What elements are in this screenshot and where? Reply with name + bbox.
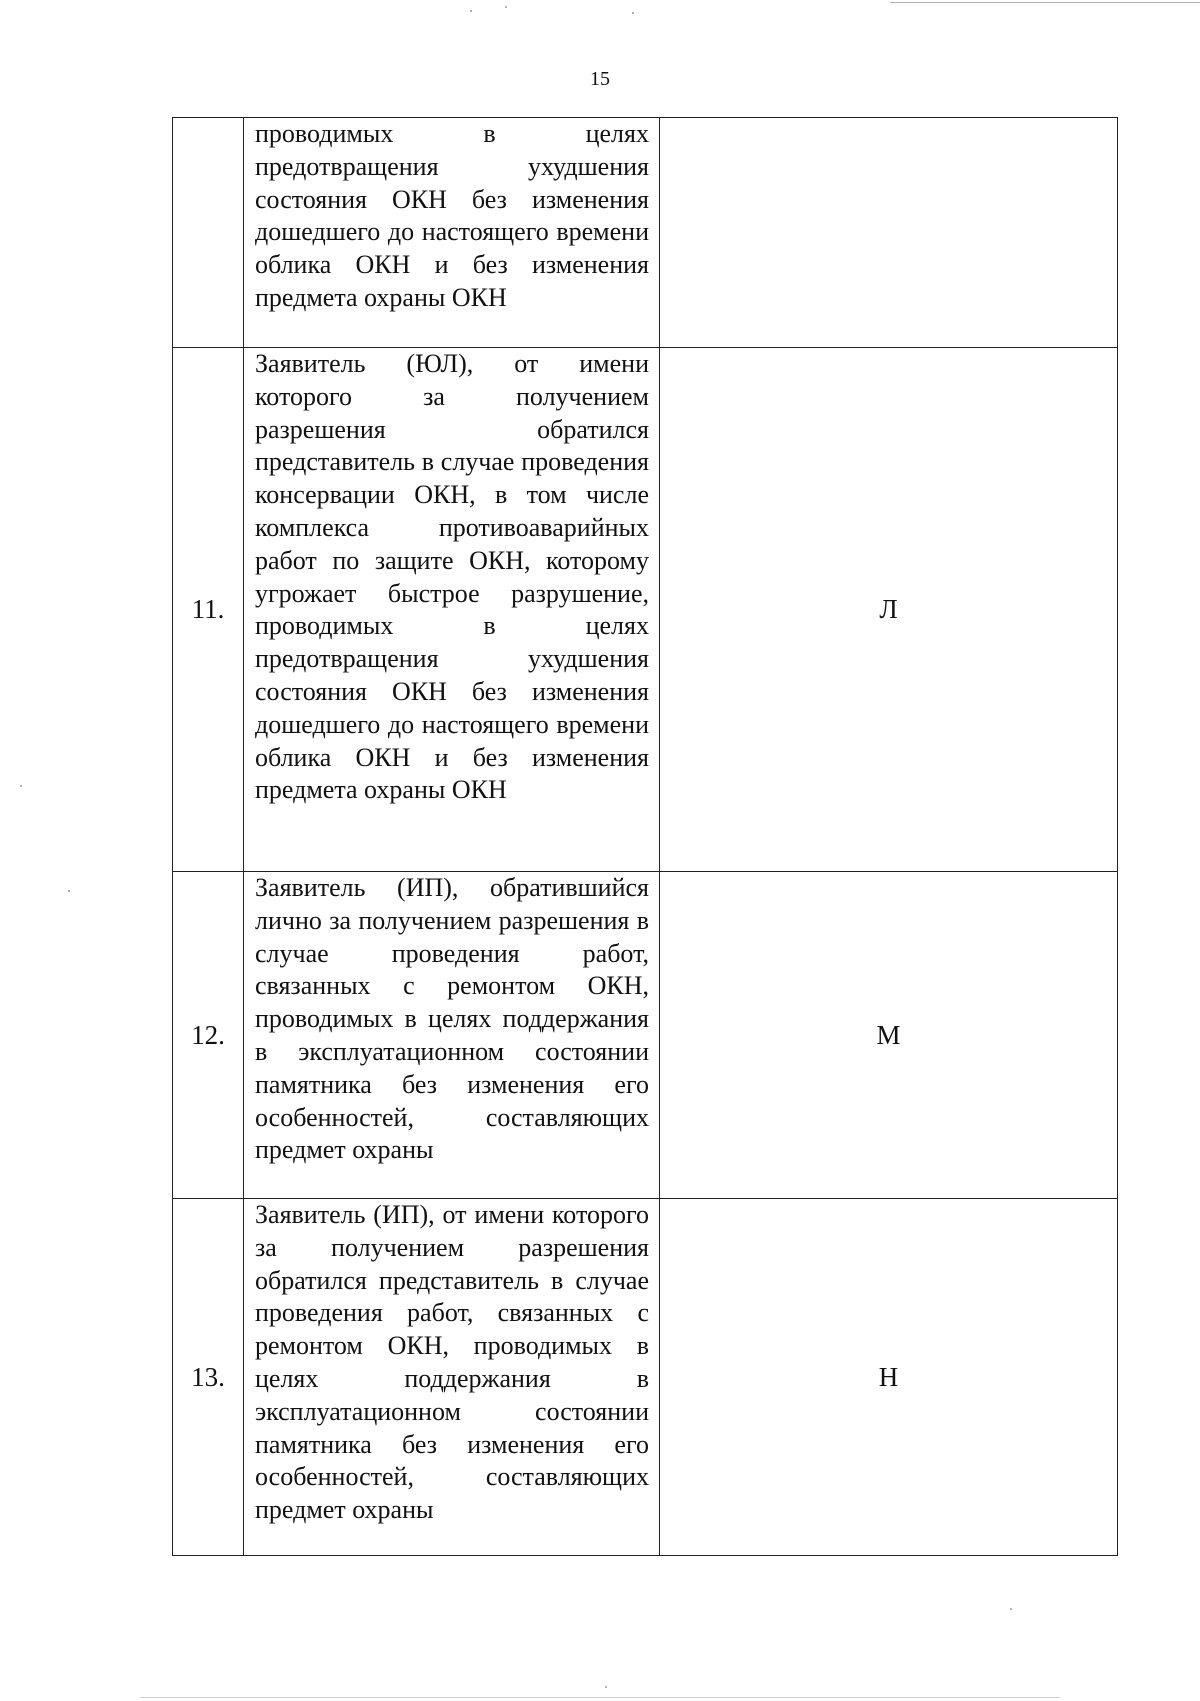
row-description-cell: Заявитель (ИП), от имени которого за получением разрешения обратился представитель в случае проведения работ, связанных с ремонтом ОКН, проводимых в целях поддержания в эксплуатационном состоянии памятника без изменения его особенностей, составляющих предмет охраны bbox=[244, 1199, 660, 1556]
table-row bbox=[173, 348, 1118, 872]
scan-artifact bbox=[20, 785, 22, 787]
scan-artifact bbox=[505, 6, 507, 8]
row-number-cell: 12. bbox=[173, 872, 244, 1199]
row-code-cell: Н bbox=[660, 1199, 1118, 1556]
scan-artifact bbox=[470, 10, 472, 12]
table-row bbox=[173, 872, 1118, 1199]
row-code-cell: Л bbox=[660, 348, 1118, 872]
scan-artifact bbox=[605, 1686, 607, 1688]
scan-artifact bbox=[1010, 1608, 1012, 1610]
page-number: 15 bbox=[590, 68, 610, 90]
row-description-cell: проводимых в целях предотвращения ухудшения состояния ОКН без изменения дошедшего до настоящего времени облика ОКН и без изменения предмета охраны ОКН bbox=[244, 118, 660, 348]
services-table bbox=[172, 117, 1118, 1556]
scan-artifact bbox=[68, 890, 70, 892]
scan-artifact-bottom-line bbox=[140, 1697, 1060, 1698]
row-code-cell: М bbox=[660, 872, 1118, 1199]
row-description-cell: Заявитель (ЮЛ), от имени которого за получением разрешения обратился представитель в случае проведения консервации ОКН, в том числе комплекса противоаварийных работ по защите ОКН, которому угрожает быстрое разрушение, проводимых в целях предотвращения ухудшения состояния ОКН без изменения дошедшего до настоящего времени облика ОКН и без изменения предмета охраны ОКН bbox=[244, 348, 660, 872]
table-row bbox=[173, 118, 1118, 348]
row-number-cell: 13. bbox=[173, 1199, 244, 1556]
scan-artifact bbox=[632, 12, 634, 14]
row-description-cell: Заявитель (ИП), обратившийся лично за получением разрешения в случае проведения работ, связанных с ремонтом ОКН, проводимых в целях поддержания в эксплуатационном состоянии памятника без изменения его особенностей, составляющих предмет охраны bbox=[244, 872, 660, 1199]
row-number-cell bbox=[173, 118, 244, 348]
table-row bbox=[173, 1199, 1118, 1556]
row-code-cell bbox=[660, 118, 1118, 348]
scan-artifact-top-line bbox=[890, 2, 1200, 3]
row-number-cell: 11. bbox=[173, 348, 244, 872]
